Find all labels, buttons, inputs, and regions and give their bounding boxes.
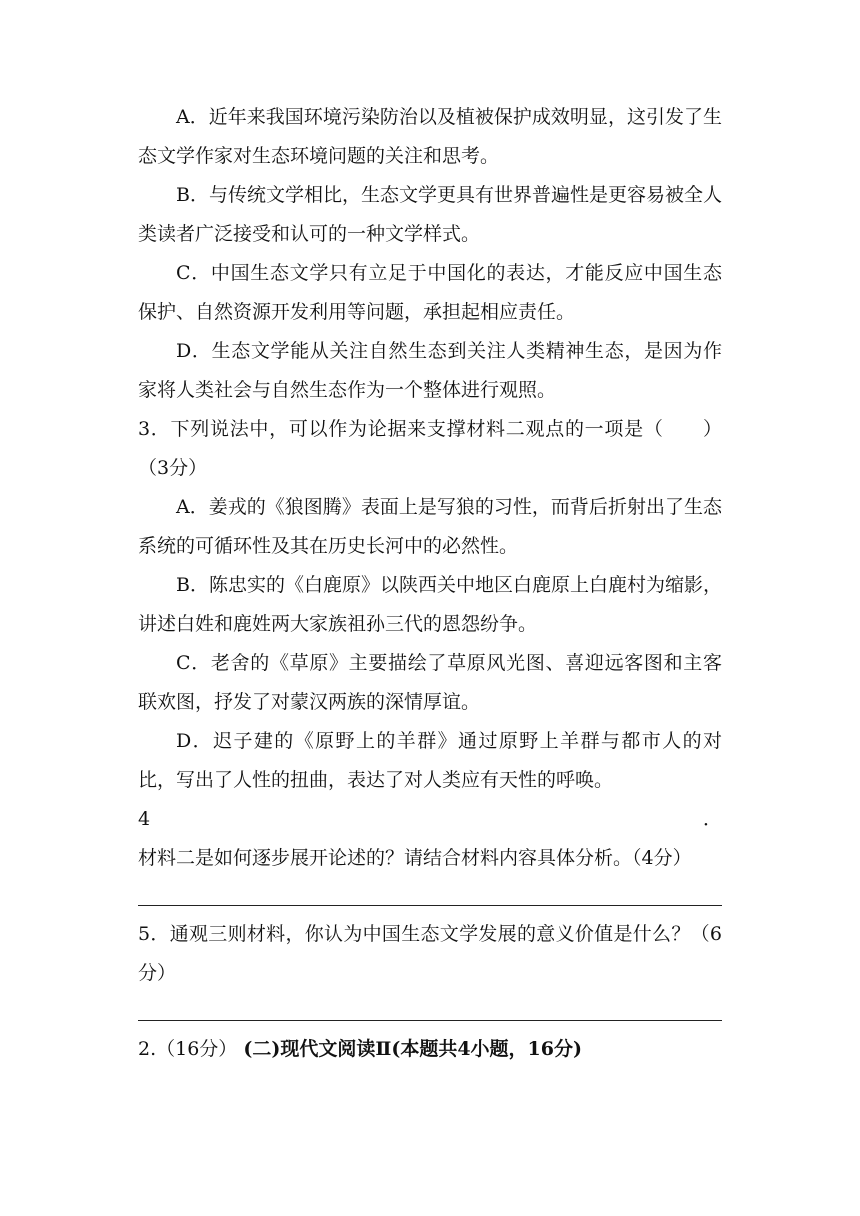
q3-option-d [138,722,722,800]
option-label: D． [176,730,214,752]
q2-option-d [138,332,722,410]
answer-line-q4[interactable] [138,905,722,906]
question-number: 3． [138,418,171,440]
option-label: D． [176,340,212,362]
option-label: A． [176,496,209,518]
question-3 [138,410,722,488]
option-label: A． [176,106,209,128]
question-5 [138,915,722,993]
option-label: C． [176,652,211,674]
question-number: 5． [138,923,170,945]
option-text: 近年来我国环境污染防治以及植被保护成效明显，这引发了生态文学作家对生态环境问题的关注和思考。 [138,106,722,167]
q3-option-c [138,644,722,722]
section-heading [138,1030,722,1069]
section-prefix: 2.（16分） [138,1038,238,1060]
option-text: 迟子建的《原野上的羊群》通过原野上羊群与都市人的对比，写出了人性的扭曲，表达了对人类应有天性的呼唤。 [138,730,722,791]
option-label: B． [176,184,209,206]
q2-option-a [138,98,722,176]
option-label: B． [176,574,209,596]
q2-option-b [138,176,722,254]
option-text: 姜戎的《狼图腾》表面上是写狼的习性，而背后折射出了生态系统的可循环性及其在历史长河中的必然性。 [138,496,722,557]
question-text: 材料二是如何逐步展开论述的？请结合材料内容具体分析。（4分） [138,847,692,869]
option-text: 与传统文学相比，生态文学更具有世界普遍性是更容易被全人类读者广泛接受和认可的一种文学样式。 [138,184,722,245]
question-4 [138,800,722,878]
q2-option-c [138,254,722,332]
question-text: 通观三则材料，你认为中国生态文学发展的意义价值是什么？（6分） [138,923,723,984]
option-text: 老舍的《草原》主要描绘了草原风光图、喜迎远客图和主客联欢图，抒发了对蒙汉两族的深情厚谊。 [138,652,722,713]
question-text: 下列说法中，可以作为论据来支撑材料二观点的一项是（ ）（3分） [138,418,722,479]
section-title: (二)现代文阅读Ⅱ(本题共4小题，16分) [243,1038,582,1060]
document-content [138,98,722,1069]
option-text: 生态文学能从关注自然生态到关注人类精神生态，是因为作家将人类社会与自然生态作为一个整体进行观照。 [138,340,722,401]
q3-option-b [138,566,722,644]
option-label: C． [176,262,211,284]
option-text: 中国生态文学只有立足于中国化的表达，才能反应中国生态保护、自然资源开发利用等问题，承担起相应责任。 [138,262,722,323]
question-number: 4． [138,808,722,830]
option-text: 陈忠实的《白鹿原》以陕西关中地区白鹿原上白鹿村为缩影，讲述白姓和鹿姓两大家族祖孙三代的恩怨纷争。 [138,574,722,635]
answer-line-q5[interactable] [138,1020,722,1021]
q3-option-a [138,488,722,566]
